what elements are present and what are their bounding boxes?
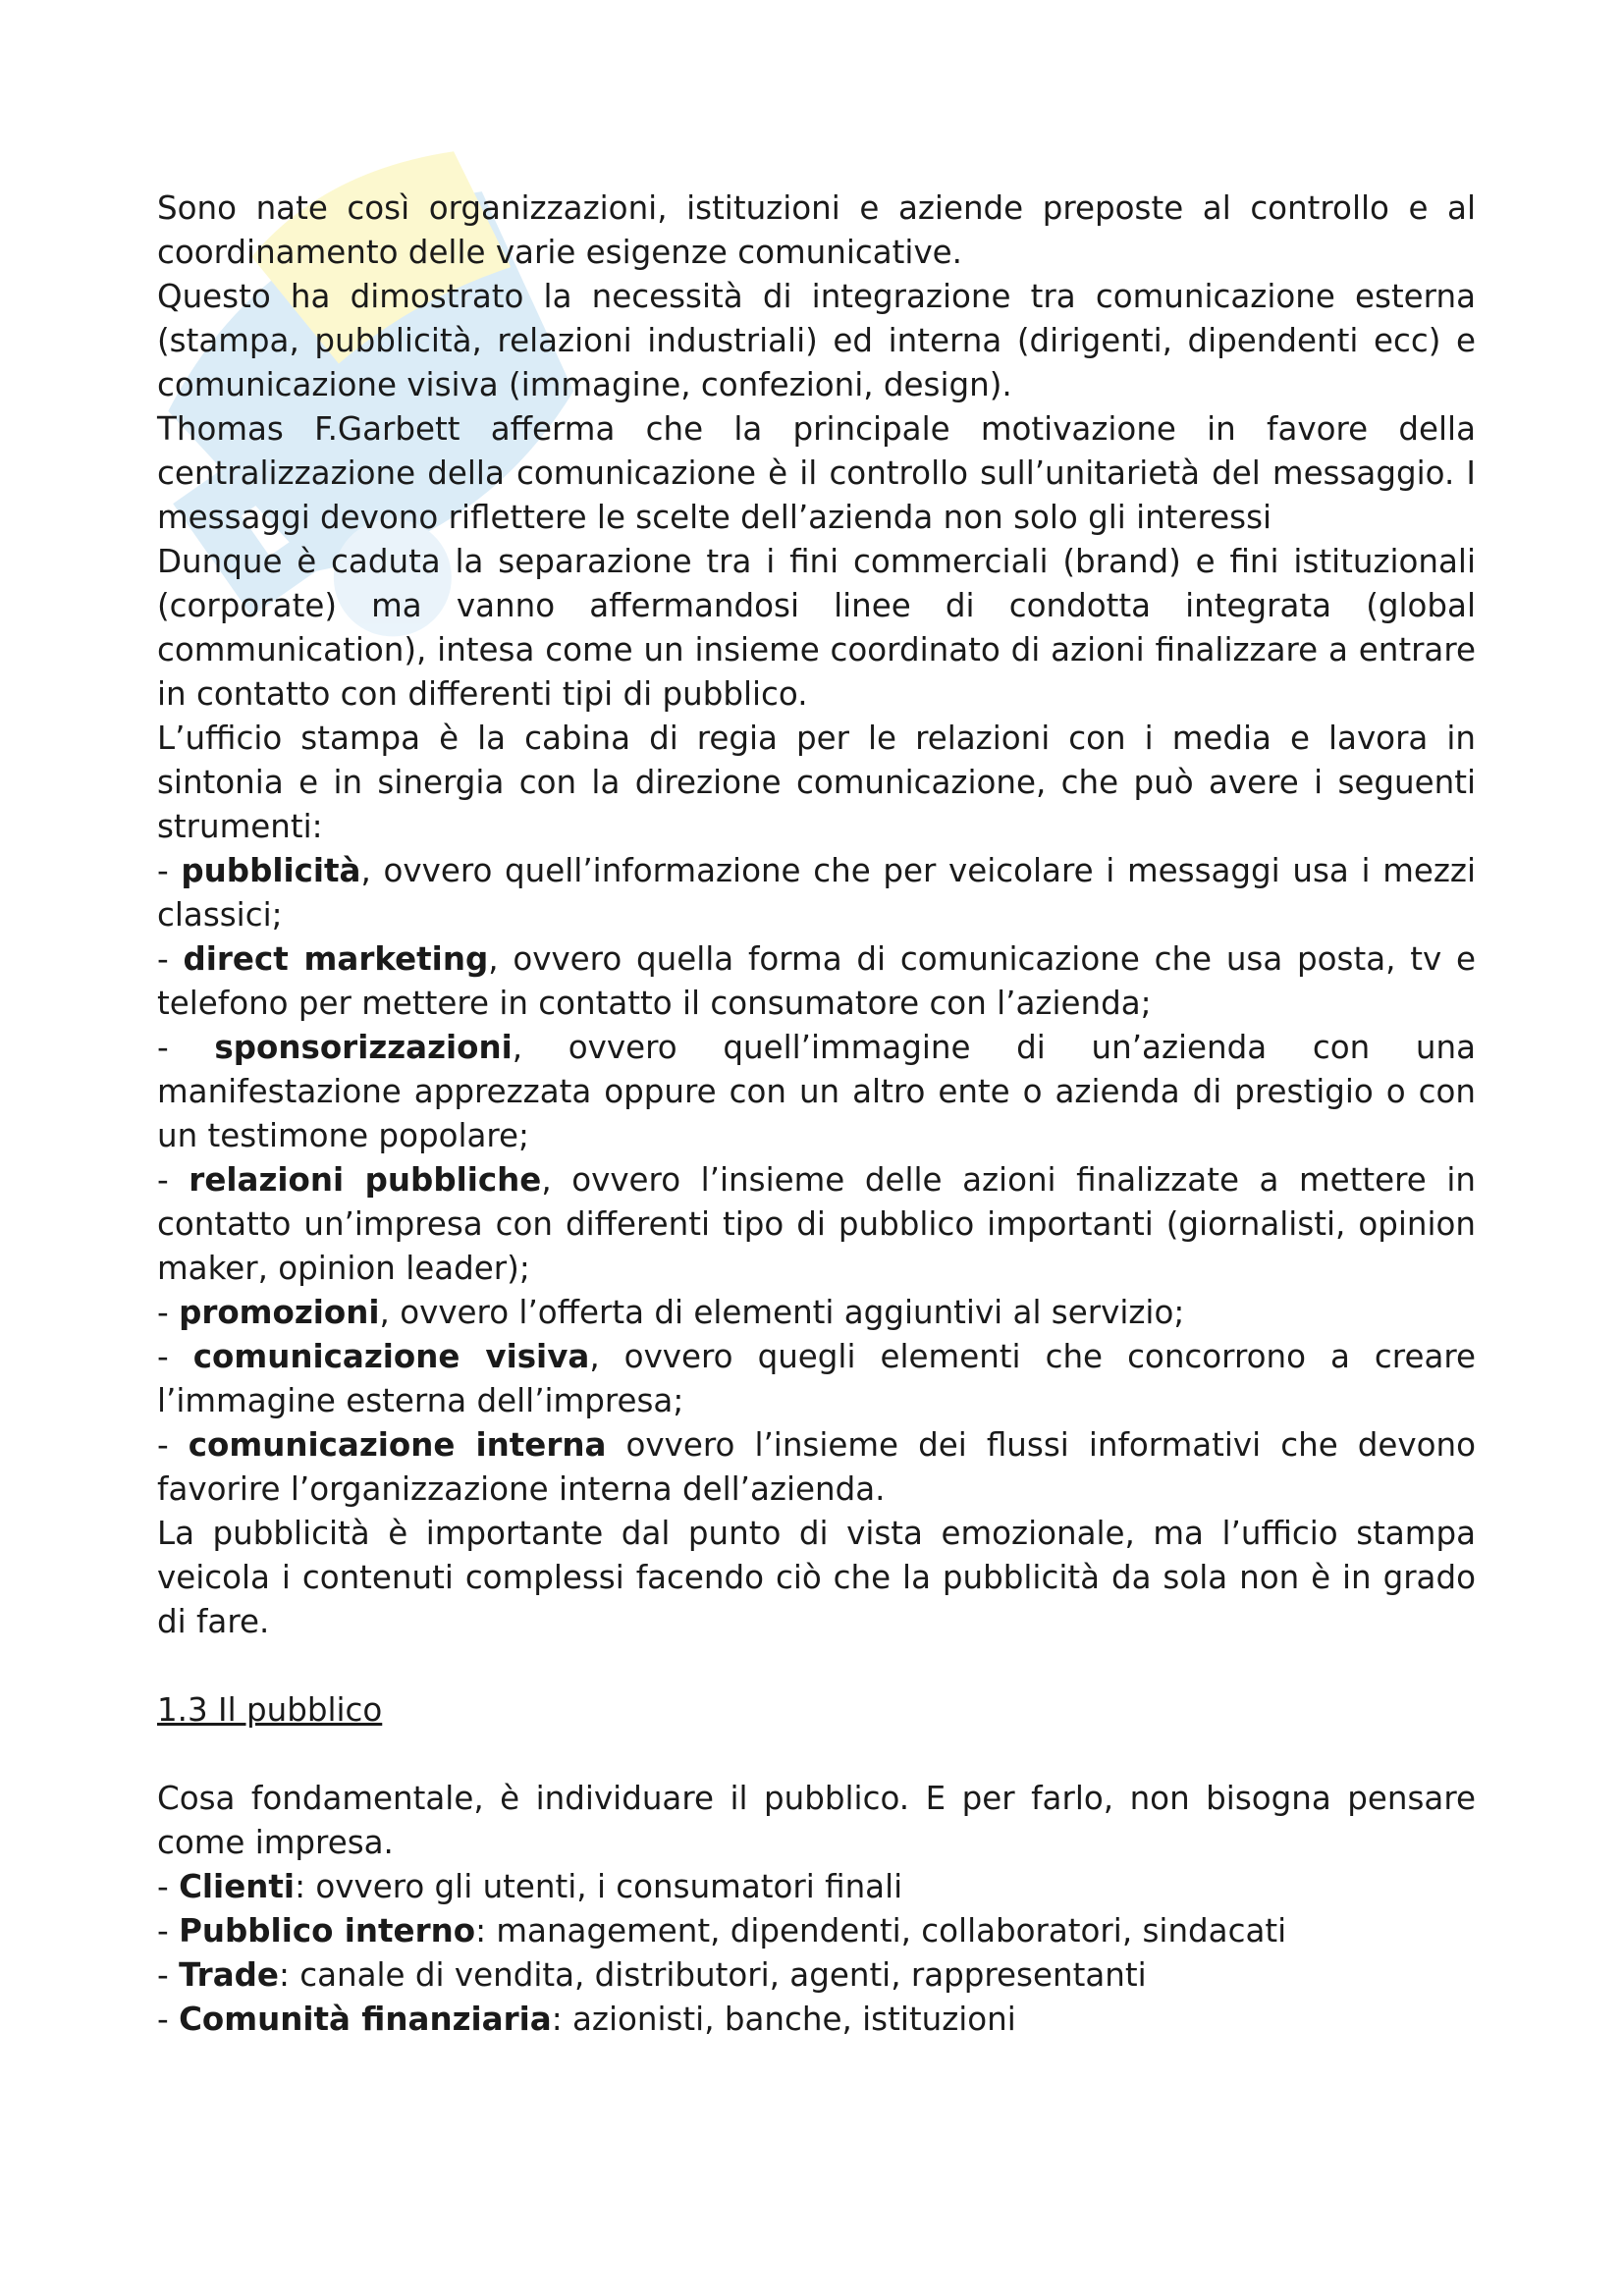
paragraph: La pubblicità è importante dal punto di vista emozionale, ma l’ufficio stampa veicola i contenuti complessi facendo ciò che la pubblicità da sola non è in grado di fare. — [157, 1515, 1476, 1640]
paragraph: Cosa fondamentale, è individuare il pubblico. E per farlo, non bisogna pensare come impresa. — [157, 1780, 1476, 1861]
list-item: - sponsorizzazioni, ovvero quell’immagine di un’azienda con una manifestazione apprezzata oppure con un altro ente o azienda di prestigio o con un testimone popolare; — [157, 1029, 1476, 1154]
list-term: Trade — [179, 1956, 279, 1994]
list-term: pubblicità — [181, 852, 361, 889]
document-page — [157, 187, 1476, 2042]
list-item: - Comunità finanziaria: azionisti, banche, istituzioni — [157, 2001, 1016, 2038]
list-term: Pubblico interno — [179, 1912, 476, 1949]
list-item: - promozioni, ovvero l’offerta di elementi aggiuntivi al servizio; — [157, 1294, 1185, 1331]
list-item: - Clienti: ovvero gli utenti, i consumatori finali — [157, 1868, 903, 1905]
list-item: - pubblicità, ovvero quell’informazione che per veicolare i messaggi usa i mezzi classici; — [157, 852, 1477, 934]
list-term: Comunità finanziaria — [179, 2001, 552, 2038]
paragraph: Dunque è caduta la separazione tra i fini commerciali (brand) e fini istituzionali (corporate) ma vanno affermandosi linee di condotta integrata (global communication), intesa come un insieme coordinato di azioni finalizzare a entrare in contatto con differenti tipi di pubblico. — [157, 543, 1476, 713]
list-item: - Pubblico interno: management, dipendenti, collaboratori, sindacati — [157, 1912, 1287, 1949]
paragraph: Sono nate così organizzazioni, istituzioni e aziende preposte al controllo e al coordinamento delle varie esigenze comunicative. — [157, 189, 1476, 271]
list-term: comunicazione interna — [188, 1426, 607, 1464]
list-item: - comunicazione visiva, ovvero quegli elementi che concorrono a creare l’immagine esterna dell’impresa; — [157, 1338, 1477, 1419]
list-term: comunicazione visiva — [192, 1338, 590, 1375]
list-term: promozioni — [179, 1294, 380, 1331]
list-term: relazioni pubbliche — [189, 1161, 542, 1199]
paragraph: Thomas F.Garbett afferma che la principale motivazione in favore della centralizzazione della comunicazione è il controllo sull’unitarietà del messaggio. I messaggi devono riflettere le scelte dell’azienda non solo gli interessi — [157, 410, 1476, 536]
list-item: - comunicazione interna ovvero l’insieme dei flussi informativi che devono favorire l’organizzazione interna dell’azienda. — [157, 1426, 1477, 1508]
list-item: - direct marketing, ovvero quella forma di comunicazione che usa posta, tv e telefono per mettere in contatto il consumatore con l’azienda; — [157, 940, 1476, 1022]
list-item: - Trade: canale di vendita, distributori, agenti, rappresentanti — [157, 1956, 1147, 1994]
paragraph: Questo ha dimostrato la necessità di integrazione tra comunicazione esterna (stampa, pubblicità, relazioni industriali) ed interna (dirigenti, dipendenti ecc) e comunicazione visiva (immagine, confezioni, design). — [157, 278, 1476, 403]
section-heading: 1.3 Il pubblico — [157, 1691, 383, 1729]
list-term: sponsorizzazioni — [214, 1029, 513, 1066]
paragraph: L’ufficio stampa è la cabina di regia per le relazioni con i media e lavora in sintonia e in sinergia con la direzione comunicazione, che può avere i seguenti strumenti: — [157, 720, 1476, 845]
list-item: - relazioni pubbliche, ovvero l’insieme delle azioni finalizzate a mettere in contatto un’impresa con differenti tipo di pubblico importanti (giornalisti, opinion maker, opinion leader); — [157, 1161, 1476, 1287]
list-term: Clienti — [179, 1868, 296, 1905]
list-term: direct marketing — [183, 940, 489, 978]
